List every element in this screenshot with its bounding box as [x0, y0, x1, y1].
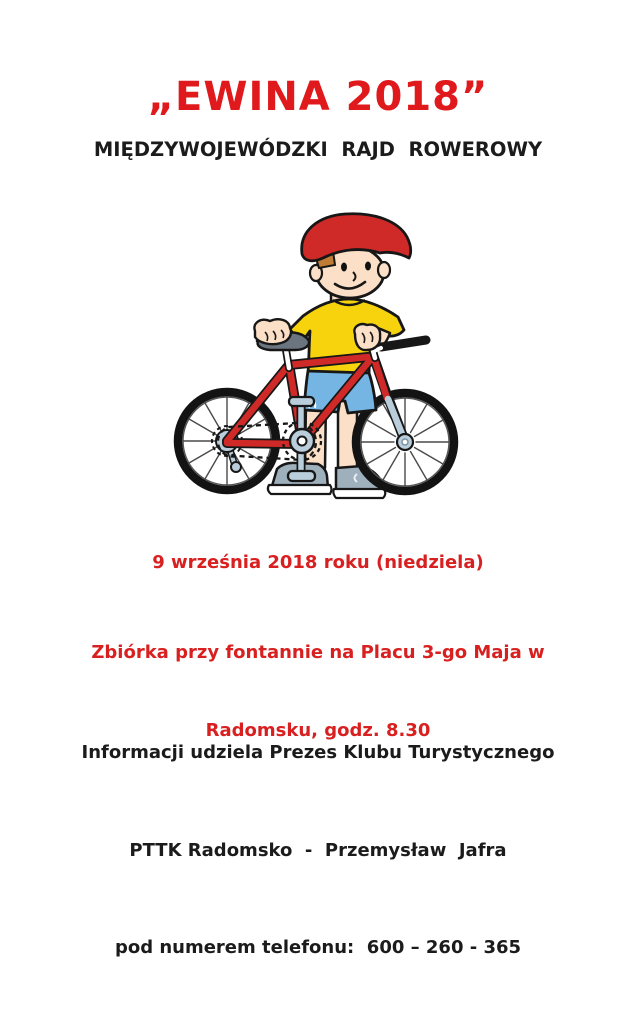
- contact-block: [0, 672, 636, 1030]
- contact-line-3: pod numerem telefonu: 600 – 260 - 365: [114, 937, 522, 958]
- poster-title: „EWINA 2018”: [147, 74, 489, 120]
- event-meeting-line-2: Radomsku, godz. 8.30: [205, 720, 431, 741]
- bicycle-pedal-bottom: [288, 471, 315, 481]
- bicycle-pedal-top: [289, 397, 314, 406]
- contact-line-2: PTTK Radomsko - Przemysław Jafra: [129, 839, 507, 861]
- event-meeting-line-1: Zbiórka przy fontannie na Placu 3-go Maja w: [91, 642, 545, 663]
- bicycle-handlebar: [381, 340, 426, 347]
- poster-subtitle: MIĘDZYWOJEWÓDZKI RAJD ROWEROWY: [93, 138, 543, 161]
- contact-line-1: Informacji udziela Prezes Klubu Turystycznego: [81, 742, 555, 763]
- boy-with-bicycle-illustration: [166, 209, 470, 509]
- event-date-line: 9 września 2018 roku (niedziela): [152, 552, 484, 573]
